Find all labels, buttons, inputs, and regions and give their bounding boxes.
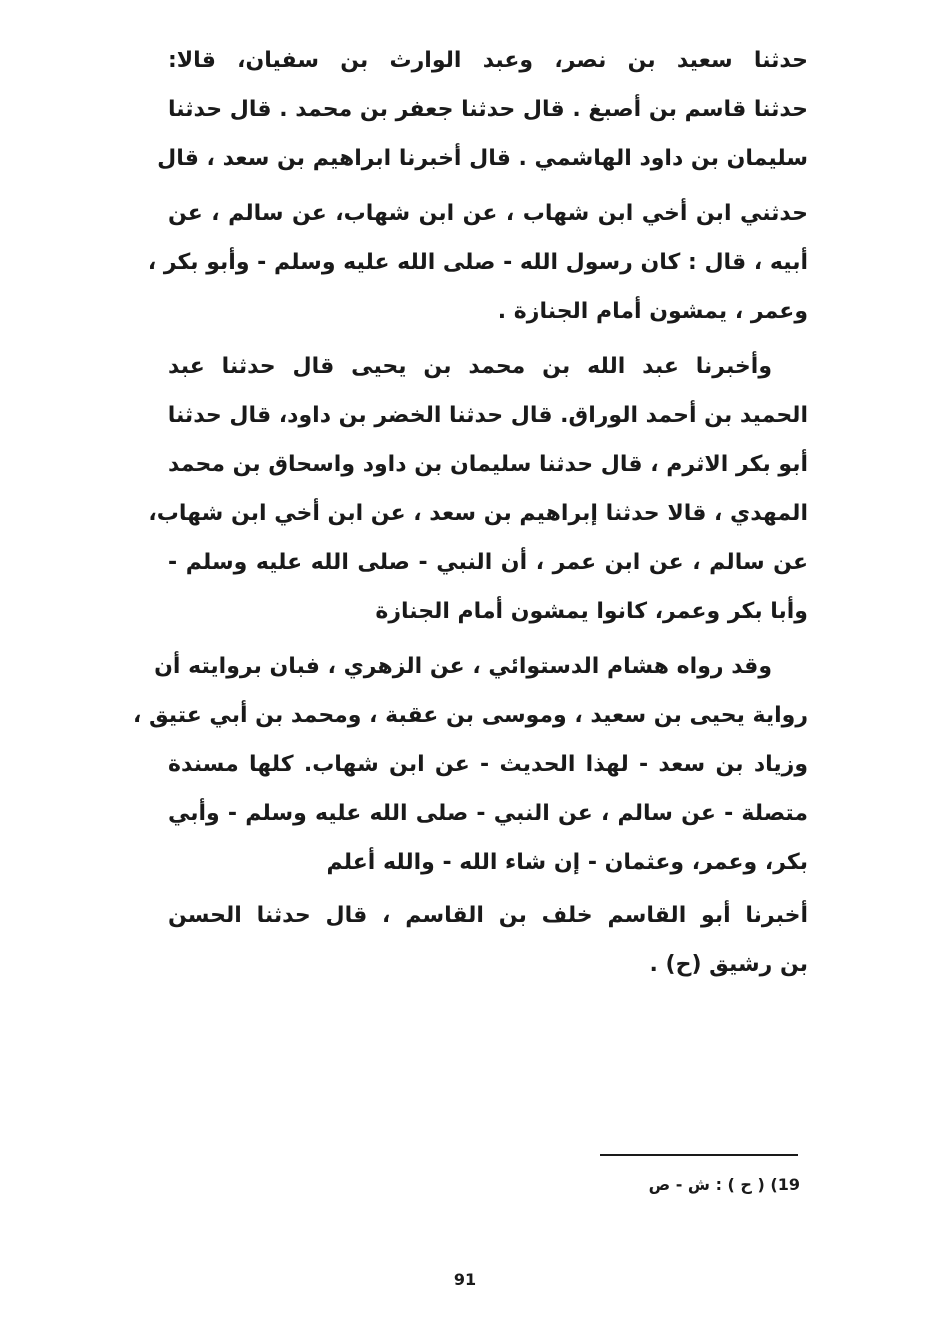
text-line: بن رشيق (ح) . (649, 952, 808, 977)
text-line: وقد رواه هشام الدستوائي ، عن الزهري ، فبان بروايته أن (154, 654, 772, 679)
text-line: وأبا بكر وعمر، كانوا يمشون أمام الجنازة (375, 599, 808, 624)
text-line: بكر، وعمر، وعثمان - إن شاء الله - والله أعلم (326, 850, 808, 875)
main-text (132, 36, 808, 989)
text-line: وزياد بن سعد - لهذا الحديث - عن ابن شهاب. كلها مسندة (168, 752, 808, 777)
text-line: متصلة - عن سالم ، عن النبي - صلى الله عليه وسلم - وأبي (168, 801, 808, 826)
text-line: وعمر ، يمشون أمام الجنازة . (497, 299, 808, 324)
text-line: حدثنا قاسم بن أصبغ . قال حدثنا جعفر بن محمد . قال حدثنا (168, 97, 808, 122)
text-line: سليمان بن داود الهاشمي . قال أخبرنا ابراهيم بن سعد ، قال (157, 146, 808, 171)
text-line: المهدي ، قالا حدثنا إبراهيم بن سعد ، عن ابن أخي ابن شهاب، (148, 501, 808, 526)
text-line: أبيه ، قال : كان رسول الله - صلى الله عليه وسلم - وأبو بكر ، (147, 250, 808, 275)
text-line: أخبرنا أبو القاسم خلف بن القاسم ، قال حدثنا الحسن (168, 903, 808, 928)
page-number: 91 (453, 1270, 477, 1289)
paragraph-3 (132, 642, 808, 887)
text-line: الحميد بن أحمد الوراق. قال حدثنا الخضر بن داود، قال حدثنا (167, 403, 808, 428)
text-line: حدثني ابن أخي ابن شهاب ، عن ابن شهاب، عن سالم ، عن (168, 201, 808, 226)
text-line: حدثنا سعيد بن نصر، وعبد الوارث بن سفيان، قالا: (168, 48, 808, 73)
paragraph-2 (148, 342, 808, 636)
text-line: عن سالم ، عن ابن عمر ، أن النبي - صلى الله عليه وسلم - (168, 550, 808, 575)
text-line: أبو بكر الاثرم ، قال حدثنا سليمان بن داود واسحاق بن محمد (168, 452, 808, 477)
paragraph-4 (168, 891, 808, 989)
text-line: رواية يحيى بن سعيد ، وموسى بن عقبة ، ومحمد بن أبي عتيق ، (132, 703, 808, 728)
paragraph-1 (147, 36, 808, 336)
footnote: 19) ( ح ) : ش - ص (648, 1175, 800, 1194)
footnote-divider (600, 1154, 798, 1156)
text-line: وأخبرنا عبد الله بن محمد بن يحيى قال حدثنا عبد (168, 354, 772, 379)
